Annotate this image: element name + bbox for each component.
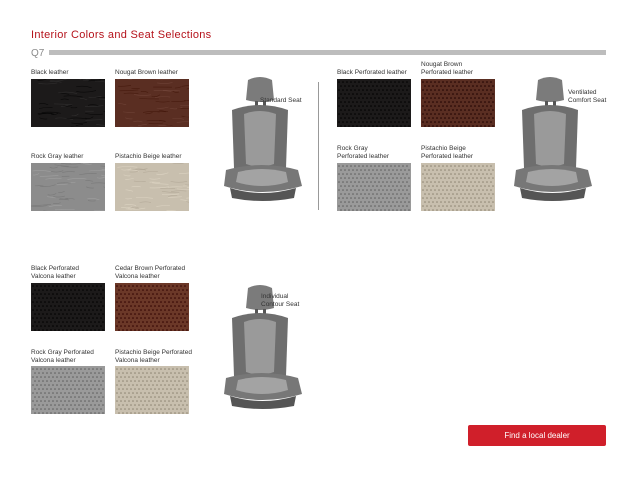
swatch-black-perforated-leather [337, 79, 411, 127]
model-name: Q7 [31, 48, 45, 59]
swatch-label-black-leather: Black leather [31, 69, 69, 76]
ventilated-seat-label: Ventilated Comfort Seat [568, 89, 607, 104]
header-rule [49, 50, 606, 55]
standard-seat-label: Standard Seat [260, 97, 302, 104]
swatch-label-black-perforated-valcona: Black Perforated Valcona leather [31, 265, 80, 280]
swatch-label-nougat-brown-perforated-leather: Nougat Brown Perforated leather [421, 61, 474, 76]
swatch-rock-gray-leather [31, 163, 105, 211]
swatch-label-nougat-brown-leather: Nougat Brown leather [115, 69, 178, 76]
page-title: Interior Colors and Seat Selections [31, 29, 212, 41]
swatch-cedar-brown-perforated-valcona [115, 283, 189, 331]
swatch-black-perforated-valcona [31, 283, 105, 331]
swatch-pistachio-beige-perforated-valcona [115, 366, 189, 414]
swatch-label-cedar-brown-perforated-valcona: Cedar Brown Perforated Valcona leather [115, 265, 186, 280]
swatch-nougat-brown-perforated-leather [421, 79, 495, 127]
standard-seat-image [212, 74, 308, 204]
swatch-label-black-perforated-leather: Black Perforated leather [337, 69, 407, 76]
swatch-label-pistachio-beige-perforated-leather: Pistachio Beige Perforated leather [421, 145, 474, 160]
swatch-pistachio-beige-perforated-leather [421, 163, 495, 211]
swatch-label-rock-gray-leather: Rock Gray leather [31, 153, 84, 160]
swatch-label-rock-gray-perforated-leather: Rock Gray Perforated leather [337, 145, 390, 160]
swatch-rock-gray-perforated-valcona [31, 366, 105, 414]
swatch-label-pistachio-beige-leather: Pistachio Beige leather [115, 153, 182, 160]
swatch-rock-gray-perforated-leather [337, 163, 411, 211]
section-divider [318, 82, 319, 210]
swatch-black-leather [31, 79, 105, 127]
find-dealer-button[interactable]: Find a local dealer [468, 425, 606, 446]
swatch-pistachio-beige-leather [115, 163, 189, 211]
swatch-nougat-brown-leather [115, 79, 189, 127]
contour-seat-label: Individual Contour Seat [261, 293, 300, 308]
swatch-label-pistachio-beige-perforated-valcona: Pistachio Beige Perforated Valcona leather [115, 349, 192, 364]
swatch-label-rock-gray-perforated-valcona: Rock Gray Perforated Valcona leather [31, 349, 94, 364]
